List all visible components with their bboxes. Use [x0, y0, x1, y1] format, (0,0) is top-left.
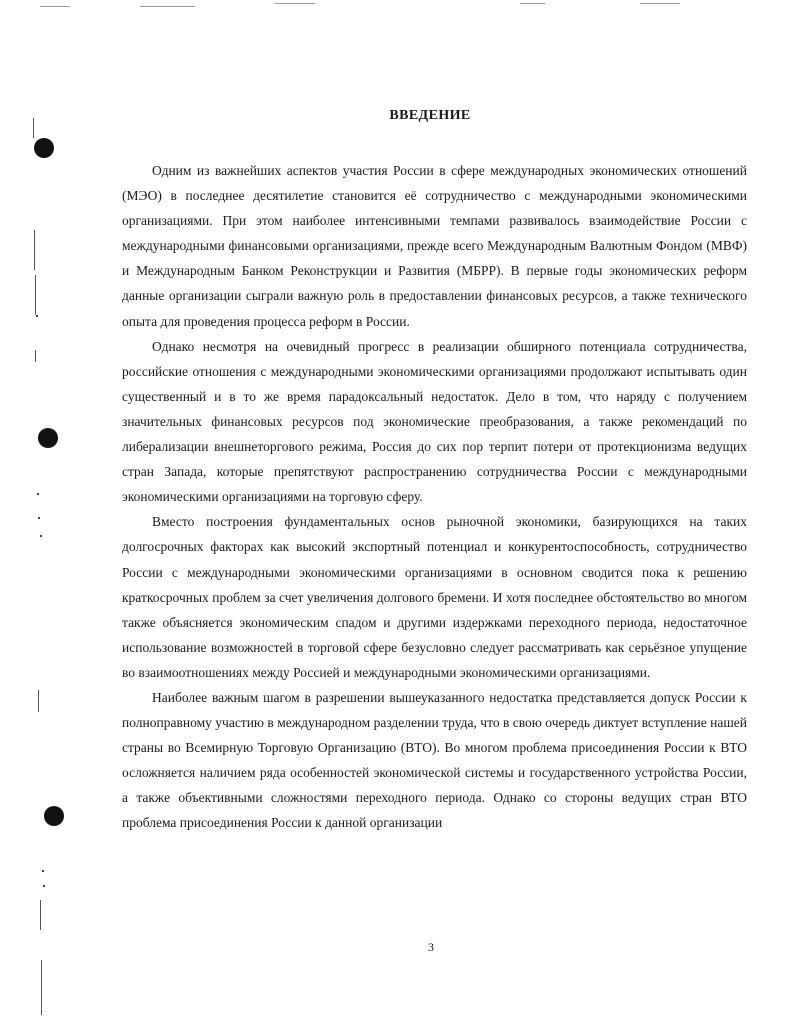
- edge-dot: [36, 315, 38, 317]
- body-text: [122, 158, 747, 836]
- scan-line-top-3: [275, 3, 315, 4]
- edge-mark: [35, 350, 36, 362]
- edge-mark: [41, 960, 42, 1015]
- scan-line-top-1: [40, 6, 70, 7]
- paragraph-1: Одним из важнейших аспектов участия России в сфере международных экономических отношений (МЭО) в последнее десятилетие становится её сотрудничество с международными экономическими организациями. При этом наиболее интенсивными темпами развивалось взаимодействие России с международными финансовыми организациями, прежде всего Международным Валютным Фондом (МВФ) и Международным Банком Реконструкции и Развития (МБРР). В первые годы экономических реформ данные организации сыграли важную роль в предоставлении финансовых ресурсов, а также технического опыта для проведения процесса реформ в России.: [122, 163, 747, 329]
- binder-hole-top: [34, 138, 54, 158]
- edge-dot: [43, 885, 45, 887]
- edge-mark: [34, 230, 35, 270]
- edge-dot: [42, 870, 44, 872]
- edge-dot: [40, 535, 42, 537]
- binder-hole-bottom: [44, 806, 64, 826]
- edge-mark: [38, 690, 39, 712]
- paragraph-2: Однако несмотря на очевидный прогресс в реализации обширного потенциала сотрудничества, российские отношения с международными экономическими организациями продолжают испытывать один существенный и в то же время парадоксальный недостаток. Дело в том, что наряду с получением значительных финансовых ресурсов под экономические преобразования, а также рекомендаций по либерализации внешнеторгового режима, Россия до сих пор терпит потери от протекционизма ведущих стран Запада, которые препятствуют распространению сотрудничества России с международными экономическими организациями на торговую сферу.: [122, 338, 747, 505]
- paragraph-3: Вместо построения фундаментальных основ рыночной экономики, базирующихся на таких долгосрочных факторах как высокий экспортный потенциал и конкурентоспособность, сотрудничество России с международными экономическими организациями в основном сводится пока к решению краткосрочных проблем за счет увеличения долгового бремени. И хотя последнее обстоятельство во многом также объясняется экономическим спадом и другими издержками переходного периода, недостаточное использование возможностей в торговой сфере безусловно следует рассматривать как серьёзное упущение во взаимоотношениях между Россией и международными экономическими организациями.: [122, 514, 747, 680]
- scan-line-top-4: [520, 3, 545, 4]
- binder-hole-middle: [38, 428, 58, 448]
- edge-mark: [35, 275, 36, 315]
- scan-line-top-2: [140, 6, 195, 7]
- scan-line-top-5: [640, 3, 680, 4]
- edge-dot: [37, 493, 39, 495]
- edge-dot: [38, 517, 40, 519]
- edge-mark: [40, 900, 41, 930]
- page-title: ВВЕДЕНИЕ: [389, 108, 471, 123]
- paragraph-4: Наиболее важным шагом в разрешении вышеуказанного недостатка представляется допуск России к полноправному участию в международном разделении труда, что в свою очередь диктует вступление нашей страны во Всемирную Торговую Организацию (ВТО). Во многом проблема присоединения России к ВТО осложняется наличием ряда особенностей экономической системы и государственного устройства России, а также объективными сложностями переходного периода. Однако со стороны ведущих стран ВТО проблема присоединения России к данной организации: [122, 689, 747, 831]
- page-number: 3: [428, 940, 434, 954]
